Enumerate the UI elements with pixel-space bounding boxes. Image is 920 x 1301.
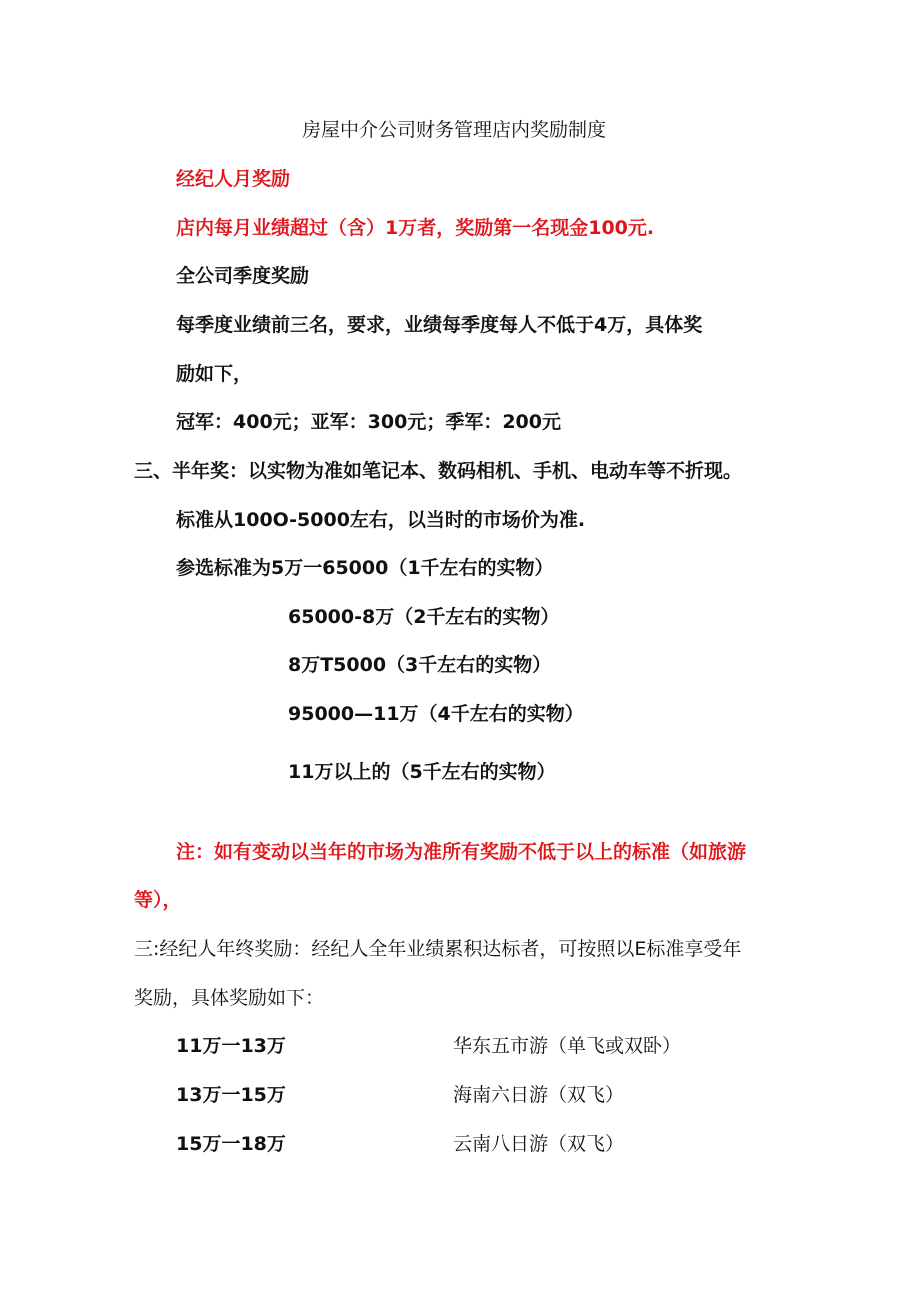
half-year-tier: 95000—11万（4千左右的实物） bbox=[288, 703, 584, 725]
quarterly-prizes: 冠军：400元；亚军：300元；季军：200元 bbox=[176, 411, 561, 433]
annual-range: 15万一18万 bbox=[176, 1133, 286, 1155]
note-line2: 等）， bbox=[134, 889, 182, 911]
annual-reward: 华东五市游（单飞或双卧） bbox=[453, 1035, 682, 1057]
half-year-tier: 参选标准为5万一65000（1千左右的实物） bbox=[176, 557, 554, 579]
annual-reward: 海南六日游（双飞） bbox=[453, 1084, 625, 1106]
document-title: 房屋中介公司财务管理店内奖励制度 bbox=[302, 119, 607, 141]
monthly-reward-text: 店内每月业绩超过（含）1万者，奖励第一名现金100元. bbox=[176, 217, 655, 239]
quarterly-reward-text-line2: 励如下， bbox=[176, 363, 253, 385]
half-year-tier: 65000-8万（2千左右的实物） bbox=[288, 606, 560, 628]
half-year-heading: 三、半年奖：以实物为准如笔记本、数码相机、手机、电动车等不折现。 bbox=[134, 460, 743, 482]
annual-reward: 云南八日游（双飞） bbox=[453, 1133, 625, 1155]
quarterly-reward-text-line1: 每季度业绩前三名，要求，业绩每季度每人不低于4万，具体奖 bbox=[176, 314, 703, 336]
monthly-reward-heading: 经纪人月奖励 bbox=[176, 168, 291, 190]
annual-range: 13万一15万 bbox=[176, 1084, 286, 1106]
annual-reward-line1: 三:经纪人年终奖励：经纪人全年业绩累积达标者，可按照以E标准享受年 bbox=[134, 938, 742, 960]
annual-range: 11万一13万 bbox=[176, 1035, 286, 1057]
half-year-tier: 8万T5000（3千左右的实物） bbox=[288, 654, 552, 676]
half-year-tier: 11万以上的（5千左右的实物） bbox=[288, 761, 556, 783]
note-line1: 注：如有变动以当年的市场为准所有奖励不低于以上的标准（如旅游 bbox=[176, 841, 747, 863]
annual-reward-line2: 奖励，具体奖励如下： bbox=[134, 987, 325, 1009]
quarterly-reward-heading: 全公司季度奖励 bbox=[176, 265, 310, 287]
half-year-standard: 标准从100O-5000左右，以当时的市场价为准. bbox=[176, 509, 586, 531]
